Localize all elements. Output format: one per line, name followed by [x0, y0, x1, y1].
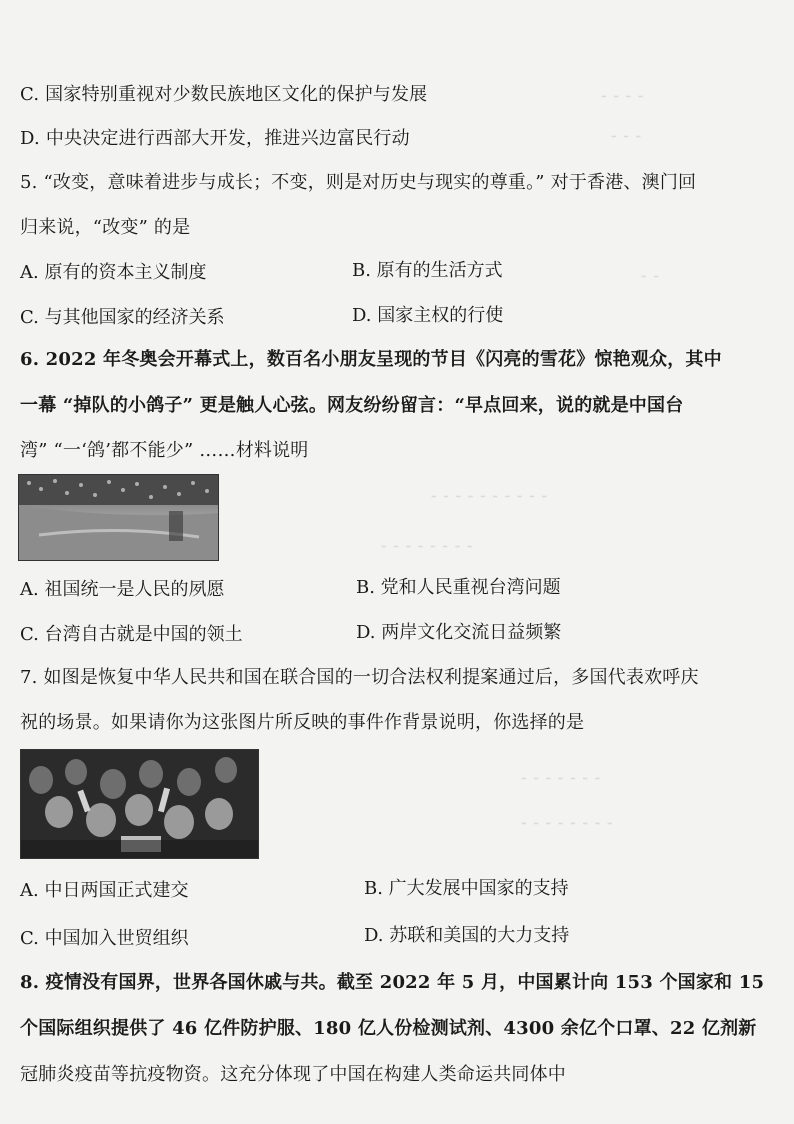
q7-option-b: B. 广大发展中国家的支持	[364, 878, 569, 899]
un-celebration-photo	[20, 749, 259, 859]
q7-option-d: D. 苏联和美国的大力支持	[364, 925, 570, 946]
q5-option-c: C. 与其他国家的经济关系	[20, 307, 225, 328]
q7-option-a: A. 中日两国正式建交	[20, 880, 189, 901]
olympics-ceremony-image	[19, 475, 218, 560]
q5-option-b: B. 原有的生活方式	[352, 260, 503, 281]
q6-stem-line2: 一幕 “掉队的小鸽子” 更是触人心弦。网友纷纷留言：“早点回来，说的就是中国台	[20, 395, 684, 416]
q6-stem-line1: 6. 2022 年冬奥会开幕式上，数百名小朋友呈现的节目《闪亮的雪花》惊艳观众，其中	[20, 349, 722, 370]
bleed-through-mark: ⁃ ⁃ ⁃ ⁃ ⁃ ⁃ ⁃	[520, 770, 602, 788]
q6-option-c: C. 台湾自古就是中国的领土	[20, 624, 243, 645]
bleed-through-mark: ⁃ ⁃ ⁃ ⁃ ⁃ ⁃ ⁃ ⁃	[380, 538, 474, 556]
un-celebration-image	[21, 750, 258, 858]
q7-stem-line2: 祝的场景。如果请你为这张图片所反映的事件作背景说明，你选择的是	[20, 712, 585, 733]
q4-option-c: C. 国家特别重视对少数民族地区文化的保护与发展	[20, 84, 428, 105]
q8-stem-line3: 冠肺炎疫苗等抗疫物资。这充分体现了中国在构建人类命运共同体中	[20, 1064, 566, 1085]
q4-option-d: D. 中央决定进行西部大开发，推进兴边富民行动	[20, 128, 410, 149]
q7-option-c: C. 中国加入世贸组织	[20, 928, 189, 949]
olympics-ceremony-photo	[18, 474, 219, 561]
bleed-through-mark: ⁃ ⁃ ⁃ ⁃	[600, 88, 645, 106]
bleed-through-mark: ⁃ ⁃ ⁃ ⁃ ⁃ ⁃ ⁃ ⁃	[520, 815, 614, 833]
q5-stem-line1: 5. “改变，意味着进步与成长；不变，则是对历史与现实的尊重。” 对于香港、澳门回	[20, 172, 697, 193]
q7-stem-line1: 7. 如图是恢复中华人民共和国在联合国的一切合法权利提案通过后，多国代表欢呼庆	[20, 667, 699, 688]
q6-option-d: D. 两岸文化交流日益频繁	[356, 622, 562, 643]
bleed-through-mark: ⁃ ⁃	[640, 268, 660, 286]
bleed-through-mark: ⁃ ⁃ ⁃	[610, 128, 643, 146]
q5-option-d: D. 国家主权的行使	[352, 305, 504, 326]
q6-option-b: B. 党和人民重视台湾问题	[356, 577, 561, 598]
q6-stem-line3: 湾” “一‘鸽’都不能少” ……材料说明	[20, 440, 309, 461]
q5-stem-line2: 归来说，“改变” 的是	[20, 217, 191, 238]
q8-stem-line2: 个国际组织提供了 46 亿件防护服、180 亿人份检测试剂、4300 余亿个口罩、22 亿剂新	[20, 1018, 757, 1039]
q8-stem-line1: 8. 疫情没有国界，世界各国休戚与共。截至 2022 年 5 月，中国累计向 153 个国家和 15	[20, 972, 765, 993]
q5-option-a: A. 原有的资本主义制度	[20, 262, 207, 283]
bleed-through-mark: ⁃ ⁃ ⁃ ⁃ ⁃ ⁃ ⁃ ⁃ ⁃ ⁃	[430, 488, 548, 506]
q6-option-a: A. 祖国统一是人民的夙愿	[20, 579, 225, 600]
